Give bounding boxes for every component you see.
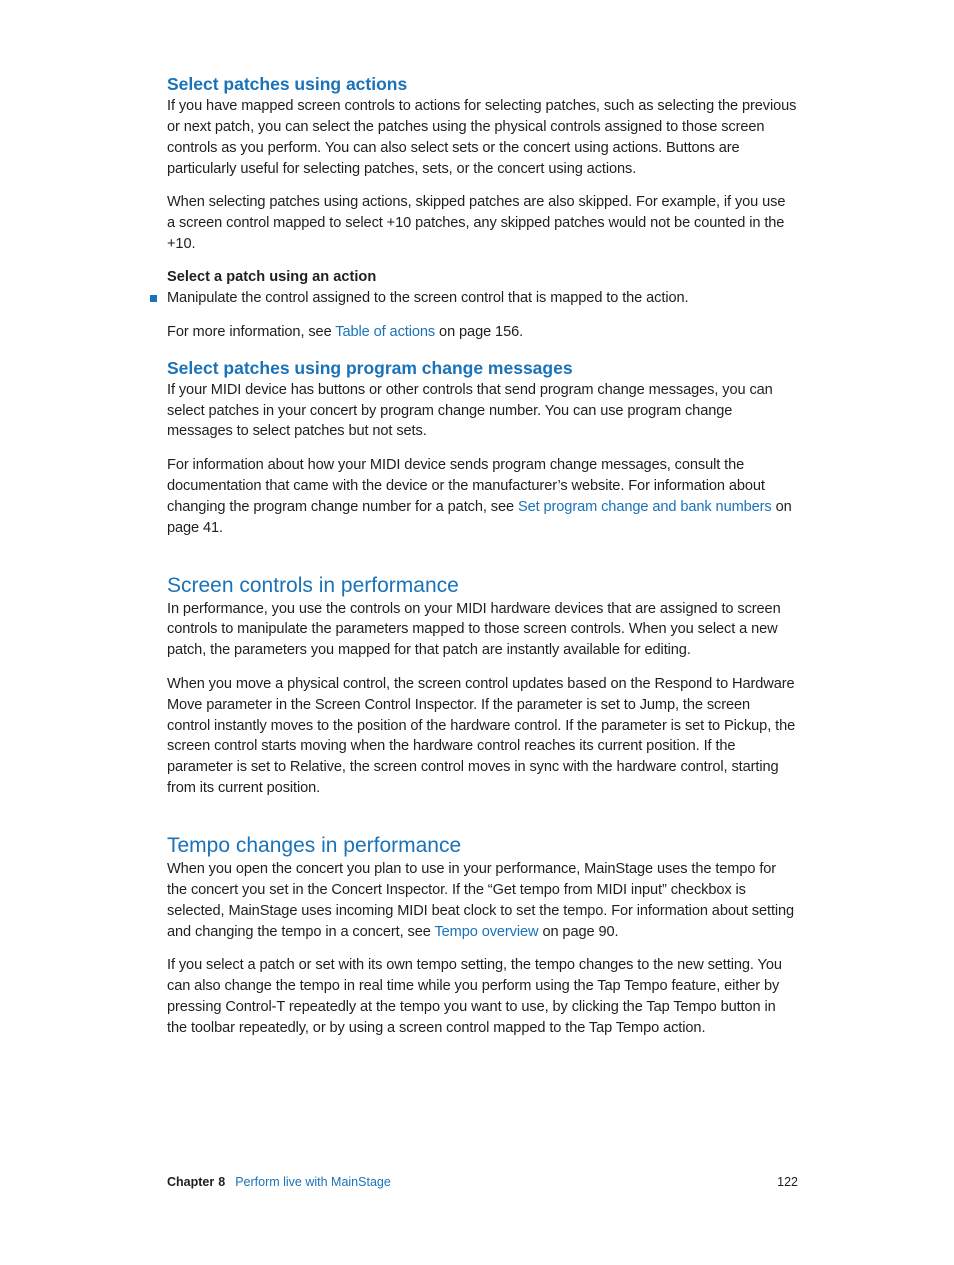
paragraph: When you move a physical control, the screen control updates based on the Respond to Hardware Move parameter in the Screen Control Inspector. If the parameter is set to Jump, the screen control instantly moves to the position of the hardware control. If the parameter is set to Pickup, the screen control starts moving when the hardware control reaches its current position. If the parameter is set to Relative, the screen control moves in sync with the hardware control, starting from its current position. <box>167 675 796 797</box>
chapter-label: Chapter <box>167 1175 215 1189</box>
page-content <box>167 72 797 1039</box>
text-span: on page 156. <box>435 323 524 340</box>
paragraph <box>167 859 797 943</box>
paragraph <box>167 455 797 539</box>
bullet-item <box>167 288 797 309</box>
heading-select-patches-actions: Select patches using actions <box>167 74 408 94</box>
text-span: on page 41. <box>167 498 792 536</box>
heading-screen-controls: Screen controls in performance <box>167 573 459 597</box>
paragraph: If you select a patch or set with its own tempo setting, the tempo changes to the new setting. You can also change the tempo in real time while you perform using the Tap Tempo feature, either by pressing Control-T repeatedly at the tempo you want to use, by clicking the Tap Tempo button in the toolbar repeatedly, or by using a screen control mapped to the Tap Tempo action. <box>167 957 782 1036</box>
link-tempo-overview[interactable]: Tempo overview <box>434 923 539 940</box>
text-span: on page 90. <box>538 923 619 940</box>
page-footer <box>167 1172 798 1192</box>
heading-tempo-changes: Tempo changes in performance <box>167 834 462 858</box>
paragraph: In performance, you use the controls on your MIDI hardware devices that are assigned to screen controls to manipulate the parameters mapped to those screen controls. When you select a new patch, the parameters you mapped for that patch are instantly available for editing. <box>167 600 781 659</box>
link-set-program-change[interactable]: Set program change and bank numbers <box>517 498 772 515</box>
page-number: 122 <box>777 1175 798 1189</box>
paragraph: If your MIDI device has buttons or other controls that send program change messages, you can select patches in your concert by program change number. You can use program change messages to select patches but not sets. <box>167 381 773 440</box>
text-span: For more information, see <box>167 323 336 340</box>
more-info-paragraph <box>167 322 797 343</box>
bullet-text: Manipulate the control assigned to the screen control that is mapped to the action. <box>167 290 689 307</box>
text-span: For information about how your MIDI device sends program change messages, consult the documentation that came with the device or the manufacturer’s website. For information about changing the program change number for a patch, see <box>167 456 765 515</box>
paragraph: When selecting patches using actions, skipped patches are also skipped. For example, if you use a screen control mapped to select +10 patches, any skipped patches would not be counted in the +10. <box>167 194 786 252</box>
chapter-number: 8 <box>218 1175 226 1189</box>
link-table-of-actions[interactable]: Table of actions <box>335 323 436 340</box>
bullet-square-icon <box>150 295 157 302</box>
paragraph: If you have mapped screen controls to actions for selecting patches, such as selecting the previous or next patch, you can select the patches using the physical controls assigned to those screen controls as you perform. You can also select sets or the concert using actions. Buttons are particularly useful for selecting patches, sets, or the concert using actions. <box>167 98 797 177</box>
chapter-title-link[interactable]: Perform live with MainStage <box>235 1175 391 1189</box>
task-heading: Select a patch using an action <box>167 269 377 286</box>
heading-program-change: Select patches using program change messages <box>167 357 573 378</box>
text-span: When you open the concert you plan to use in your performance, MainStage uses the tempo for the concert you set in the Concert Inspector. If the “Get tempo from MIDI input” checkbox is selected, MainStage uses incoming MIDI beat clock to set the tempo. For information about setting and changing the tempo in a concert, see <box>167 861 795 940</box>
